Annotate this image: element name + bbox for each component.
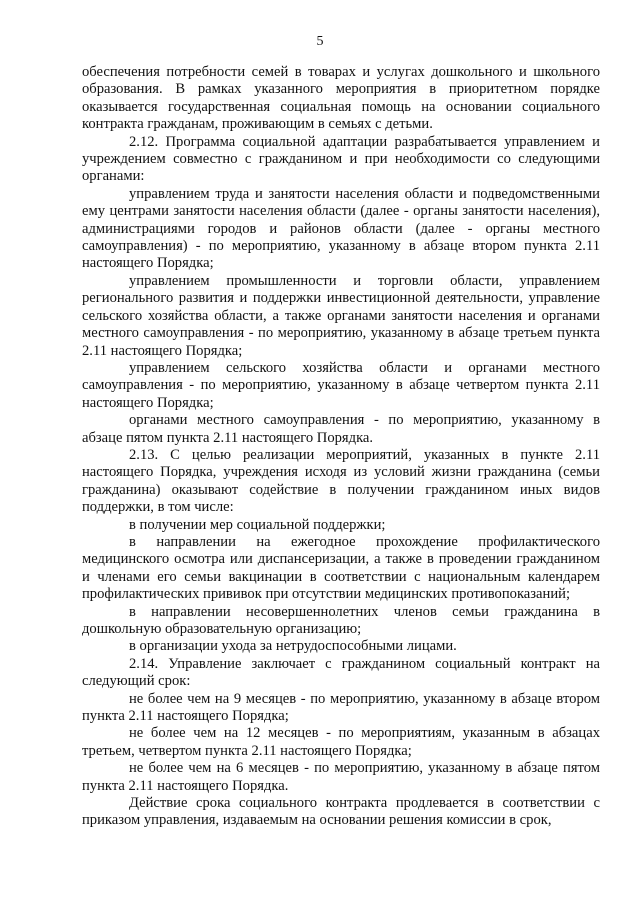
paragraph-local-government: органами местного самоуправления - по мероприятию, указанному в абзаце пятом пункта 2.11 настоящего Порядка. [82,412,600,446]
paragraph-continuation: обеспечения потребности семей в товарах и услугах дошкольного и школьного образования. В рамках указанного мероприятия в приоритетном порядке оказывается государственная социальная помощь на основании социального контракта гражданам, проживающим в семьях с детьми. [82,64,600,133]
paragraph-medical: в направлении на ежегодное прохождение профилактического медицинского осмотра или диспансеризации, а также в проведении гражданином и членами его семьи вакцинации в соответствии с национальным календарем профилактических прививок при отсутствии медицинских противопоказаний; [82,533,600,603]
paragraph-preschool: в направлении несовершеннолетних членов семьи гражданина в дошкольную образовательную организацию; [82,603,600,637]
paragraph-12-months: не более чем на 12 месяцев - по мероприятиям, указанным в абзацах третьем, четвертом пункта 2.11 настоящего Порядка; [82,725,600,759]
paragraph-2-13: 2.13. С целью реализации мероприятий, указанных в пункте 2.11 настоящего Порядка, учреждения исходя из условий жизни гражданина (семьи гражданина) оказывают содействие в получении гражданином иных видов поддержки, в том числе: [82,446,600,516]
paragraph-2-12: 2.12. Программа социальной адаптации разрабатывается управлением и учреждением совместно с гражданином и при необходимости со следующими органами: [82,133,600,185]
document-body [82,64,600,830]
page-number: 5 [316,34,324,49]
paragraph-industry-trade: управлением промышленности и торговли области, управлением регионального развития и поддержки инвестиционной деятельности, управление сельского хозяйства области, а также органами занятости населения и органами местного самоуправления - по мероприятию, указанному в абзаце третьем пункта 2.11 настоящего Порядка; [82,272,600,359]
paragraph-agriculture: управлением сельского хозяйства области и органами местного самоуправления - по мероприятию, указанному в абзаце четвертом пункта 2.11 настоящего Порядка; [82,359,600,411]
paragraph-2-14: 2.14. Управление заключает с гражданином социальный контракт на следующий срок: [82,655,600,690]
paragraph-care: в организации ухода за нетрудоспособными лицами. [129,638,457,655]
paragraph-labor-employment: управлением труда и занятости населения области и подведомственными ему центрами занятости населения области (далее - органы занятости населения), администрациями городов и районов области (далее - органы местного самоуправления) - по мероприятию, указанному в абзаце втором пункта 2.11 настоящего Порядка; [82,185,600,272]
paragraph-extension: Действие срока социального контракта продлевается в соответствии с приказом управления, издаваемым на основании решения комиссии в срок, [82,795,600,829]
paragraph-9-months: не более чем на 9 месяцев - по мероприятию, указанному в абзаце втором пункта 2.11 настоящего Порядка; [82,690,600,725]
paragraph-6-months: не более чем на 6 месяцев - по мероприятию, указанному в абзаце пятом пункта 2.11 настоящего Порядка. [82,760,600,794]
paragraph-social-support: в получении мер социальной поддержки; [129,516,386,533]
